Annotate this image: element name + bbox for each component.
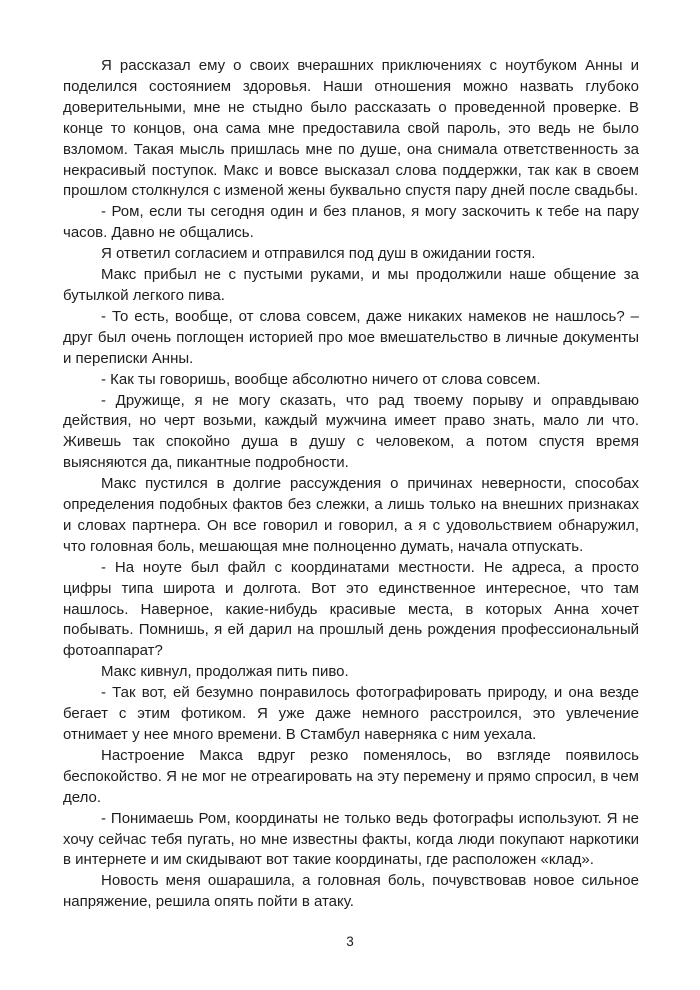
paragraph: - Так вот, ей безумно понравилось фотографировать природу, и она везде бегает с этим фотиком. Я уже даже немного расстроился, это увлечение отнимает у нее много времени. В Стамбул наверняка с ним уехала. bbox=[63, 684, 639, 743]
paragraph: - Понимаешь Ром, координаты не только ведь фотографы используют. Я не хочу сейчас тебя пугать, но мне известны факты, когда люди покупают наркотики в интернете и им скидывают вот такие координаты, где расположен «клад». bbox=[63, 809, 639, 869]
paragraph: - Как ты говоришь, вообще абсолютно ничего от слова совсем. bbox=[101, 370, 541, 388]
paragraph: - Ром, если ты сегодня один и без планов, я могу заскочить к тебе на пару часов. Давно не общались. bbox=[63, 203, 639, 242]
paragraph: Макс кивнул, продолжая пить пиво. bbox=[101, 663, 349, 681]
paragraph: Настроение Макса вдруг резко поменялось, во взгляде появилось беспокойство. Я не мог не отреагировать на эту перемену и прямо спросил, в чем дело. bbox=[63, 746, 639, 806]
paragraph: Макс пустился в долгие рассуждения о причинах неверности, способах определения подобных фактов без слежки, а лишь только на внешних признаках и словах партнера. Он все говорил и говорил, а я с удовольствием обнаружил, что головная боль, мешающая мне полноценно думать, начала отпускать. bbox=[63, 475, 639, 555]
page-body-text bbox=[63, 56, 639, 913]
paragraph: - Дружище, я не могу сказать, что рад твоему порыву и оправдываю действия, но черт возьми, каждый мужчина имеет право знать, мало ли что. Живешь так спокойно душа в душу с человеком, а потом спустя время выясняются да, пикантные подробности. bbox=[63, 391, 639, 472]
paragraph: Я рассказал ему о своих вчерашних приключениях с ноутбуком Анны и поделился состоянием здоровья. Наши отношения можно назвать глубоко доверительными, мне не стыдно было рассказать о проведенной проверке. В конце то концов, она сама мне предоставила свой пароль, это ведь не было взломом. Такая мысль пришлась мне по душе, она снимала ответственность за некрасивый поступок. Макс и вовсе высказал слова поддержки, так как в своем прошлом столкнулся с изменой жены буквально спустя пару дней после свадьбы. bbox=[63, 57, 639, 200]
page-number: 3 bbox=[346, 934, 354, 949]
paragraph: Новость меня ошарашила, а головная боль, почувствовав новое сильное напряжение, решила опять пойти в атаку. bbox=[63, 872, 639, 911]
paragraph: Я ответил согласием и отправился под душ в ожидании гостя. bbox=[101, 245, 536, 263]
paragraph: Макс прибыл не с пустыми руками, и мы продолжили наше общение за бутылкой легкого пива. bbox=[63, 266, 639, 304]
paragraph: - То есть, вообще, от слова совсем, даже никаких намеков не нашлось? – друг был очень поглощен историей про мое вмешательство в личные документы и переписки Анны. bbox=[63, 307, 639, 367]
paragraph: - На ноуте был файл с координатами местности. Не адреса, а просто цифры типа широта и долгота. Вот это единственное интересное, что там нашлось. Наверное, какие-нибудь красивые места, в которых Анна хочет побывать. Помнишь, я ей дарил на прошлый день рождения профессиональный фотоаппарат? bbox=[63, 558, 639, 660]
